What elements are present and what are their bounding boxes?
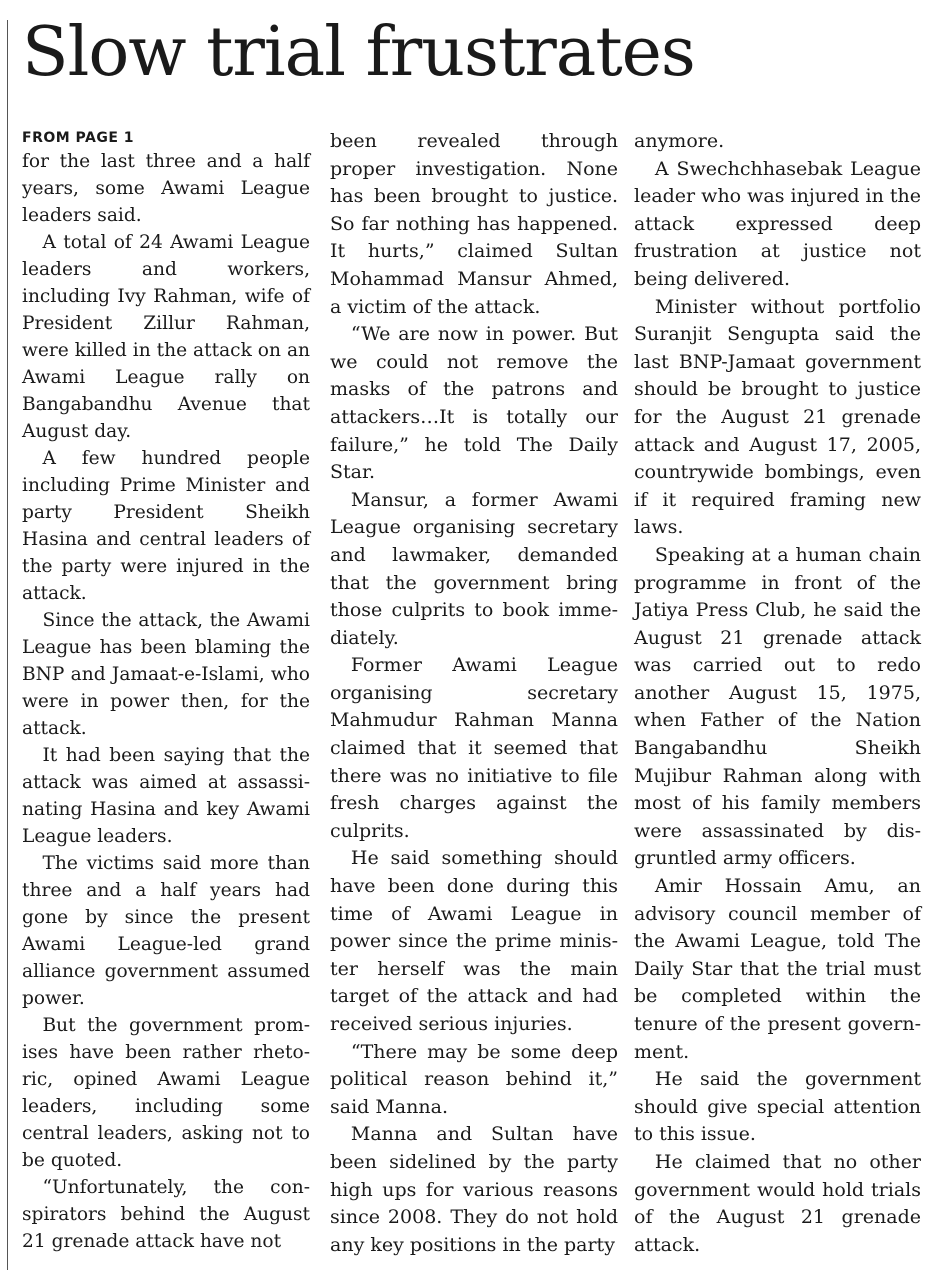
- paragraph: Amir Hossain Amu, an advisory council member of the Awami League, told The Daily Star that the trial must be completed within the tenure of the present government.: [634, 875, 921, 1063]
- paragraph: A Swechchhasebak League leader who was injured in the attack expressed deep frustration at justice not being delivered.: [634, 157, 921, 290]
- article-column-2: [330, 128, 618, 1259]
- paragraph: Since the attack, the Awami League has been blaming the BNP and Jamaat-e-Islami, who were in power then, for the attack.: [22, 610, 310, 739]
- article-column-3: [634, 128, 921, 1259]
- paragraph: The victims said more than three and a half years had gone by since the present Awami League-led grand alliance government assumed power.: [22, 853, 310, 1009]
- paragraph: “There may be some deep political reason behind it,” said Manna.: [330, 1040, 618, 1118]
- paragraph: anymore.: [634, 130, 725, 152]
- headline: Slow trial frustrates: [22, 13, 695, 92]
- paragraph: Former Awami League organising secretary Mahmudur Rahman Manna claimed that it seemed that there was no initiative to file fresh charges against the culprits.: [330, 654, 618, 842]
- continuation-kicker: FROM PAGE 1: [22, 130, 135, 146]
- paragraph: A few hundred people including Prime Minister and party President Sheikh Hasina and central leaders of the party were injured in the attack.: [22, 448, 310, 604]
- paragraph: for the last three and a half years, some Awami League leaders said.: [22, 151, 310, 226]
- paragraph: “Unfortunately, the conspirators behind the August 21 grenade attack have not: [22, 1177, 310, 1252]
- paragraph: He said the government should give special attention to this issue.: [634, 1068, 921, 1146]
- paragraph: been revealed through proper investigation. None has been brought to justice. So far nothing has happened. It hurts,” claimed Sultan Mohammad Mansur Ahmed, a victim of the attack.: [330, 130, 618, 318]
- paragraph: A total of 24 Awami League leaders and workers, including Ivy Rahman, wife of President Zillur Rahman, were killed in the attack on an Awami League rally on Bangabandhu Avenue that August day.: [22, 232, 310, 442]
- column-rule: [7, 20, 8, 1270]
- paragraph: “We are now in power. But we could not remove the masks of the patrons and attackers…It is totally our failure,” he told The Daily Star.: [330, 323, 618, 484]
- paragraph: He said something should have been done during this time of Awami League in power since the prime minister herself was the main target of the attack and had received serious injuries.: [330, 847, 618, 1035]
- paragraph: But the government promises have been rather rhetoric, opined Awami League leaders, including some central leaders, asking not to be quoted.: [22, 1015, 310, 1171]
- paragraph: Manna and Sultan have been sidelined by the party high ups for various reasons since 2008. They do not hold any key positions in the party: [330, 1123, 618, 1256]
- paragraph: Speaking at a human chain programme in front of the Jatiya Press Club, he said the August 21 grenade attack was carried out to redo another August 15, 1975, when Father of the Nation Bangabandhu Sheikh Mujibur Rahman along with most of his family members were assassinated by disgruntled army officers.: [634, 543, 921, 870]
- paragraph: Mansur, a former Awami League organising secretary and lawmaker, demanded that the government bring those culprits to book immediately.: [330, 488, 618, 649]
- paragraph: It had been saying that the attack was aimed at assassinating Hasina and key Awami League leaders.: [22, 745, 310, 847]
- paragraph: Minister without portfolio Suranjit Sengupta said the last BNP-Jamaat government should be brought to justice for the August 21 grenade attack and August 17, 2005, countrywide bombings, even if it required framing new laws.: [634, 295, 921, 539]
- article-column-1: [22, 128, 310, 1255]
- paragraph: He claimed that no other government would hold trials of the August 21 grenade attack.: [634, 1150, 921, 1256]
